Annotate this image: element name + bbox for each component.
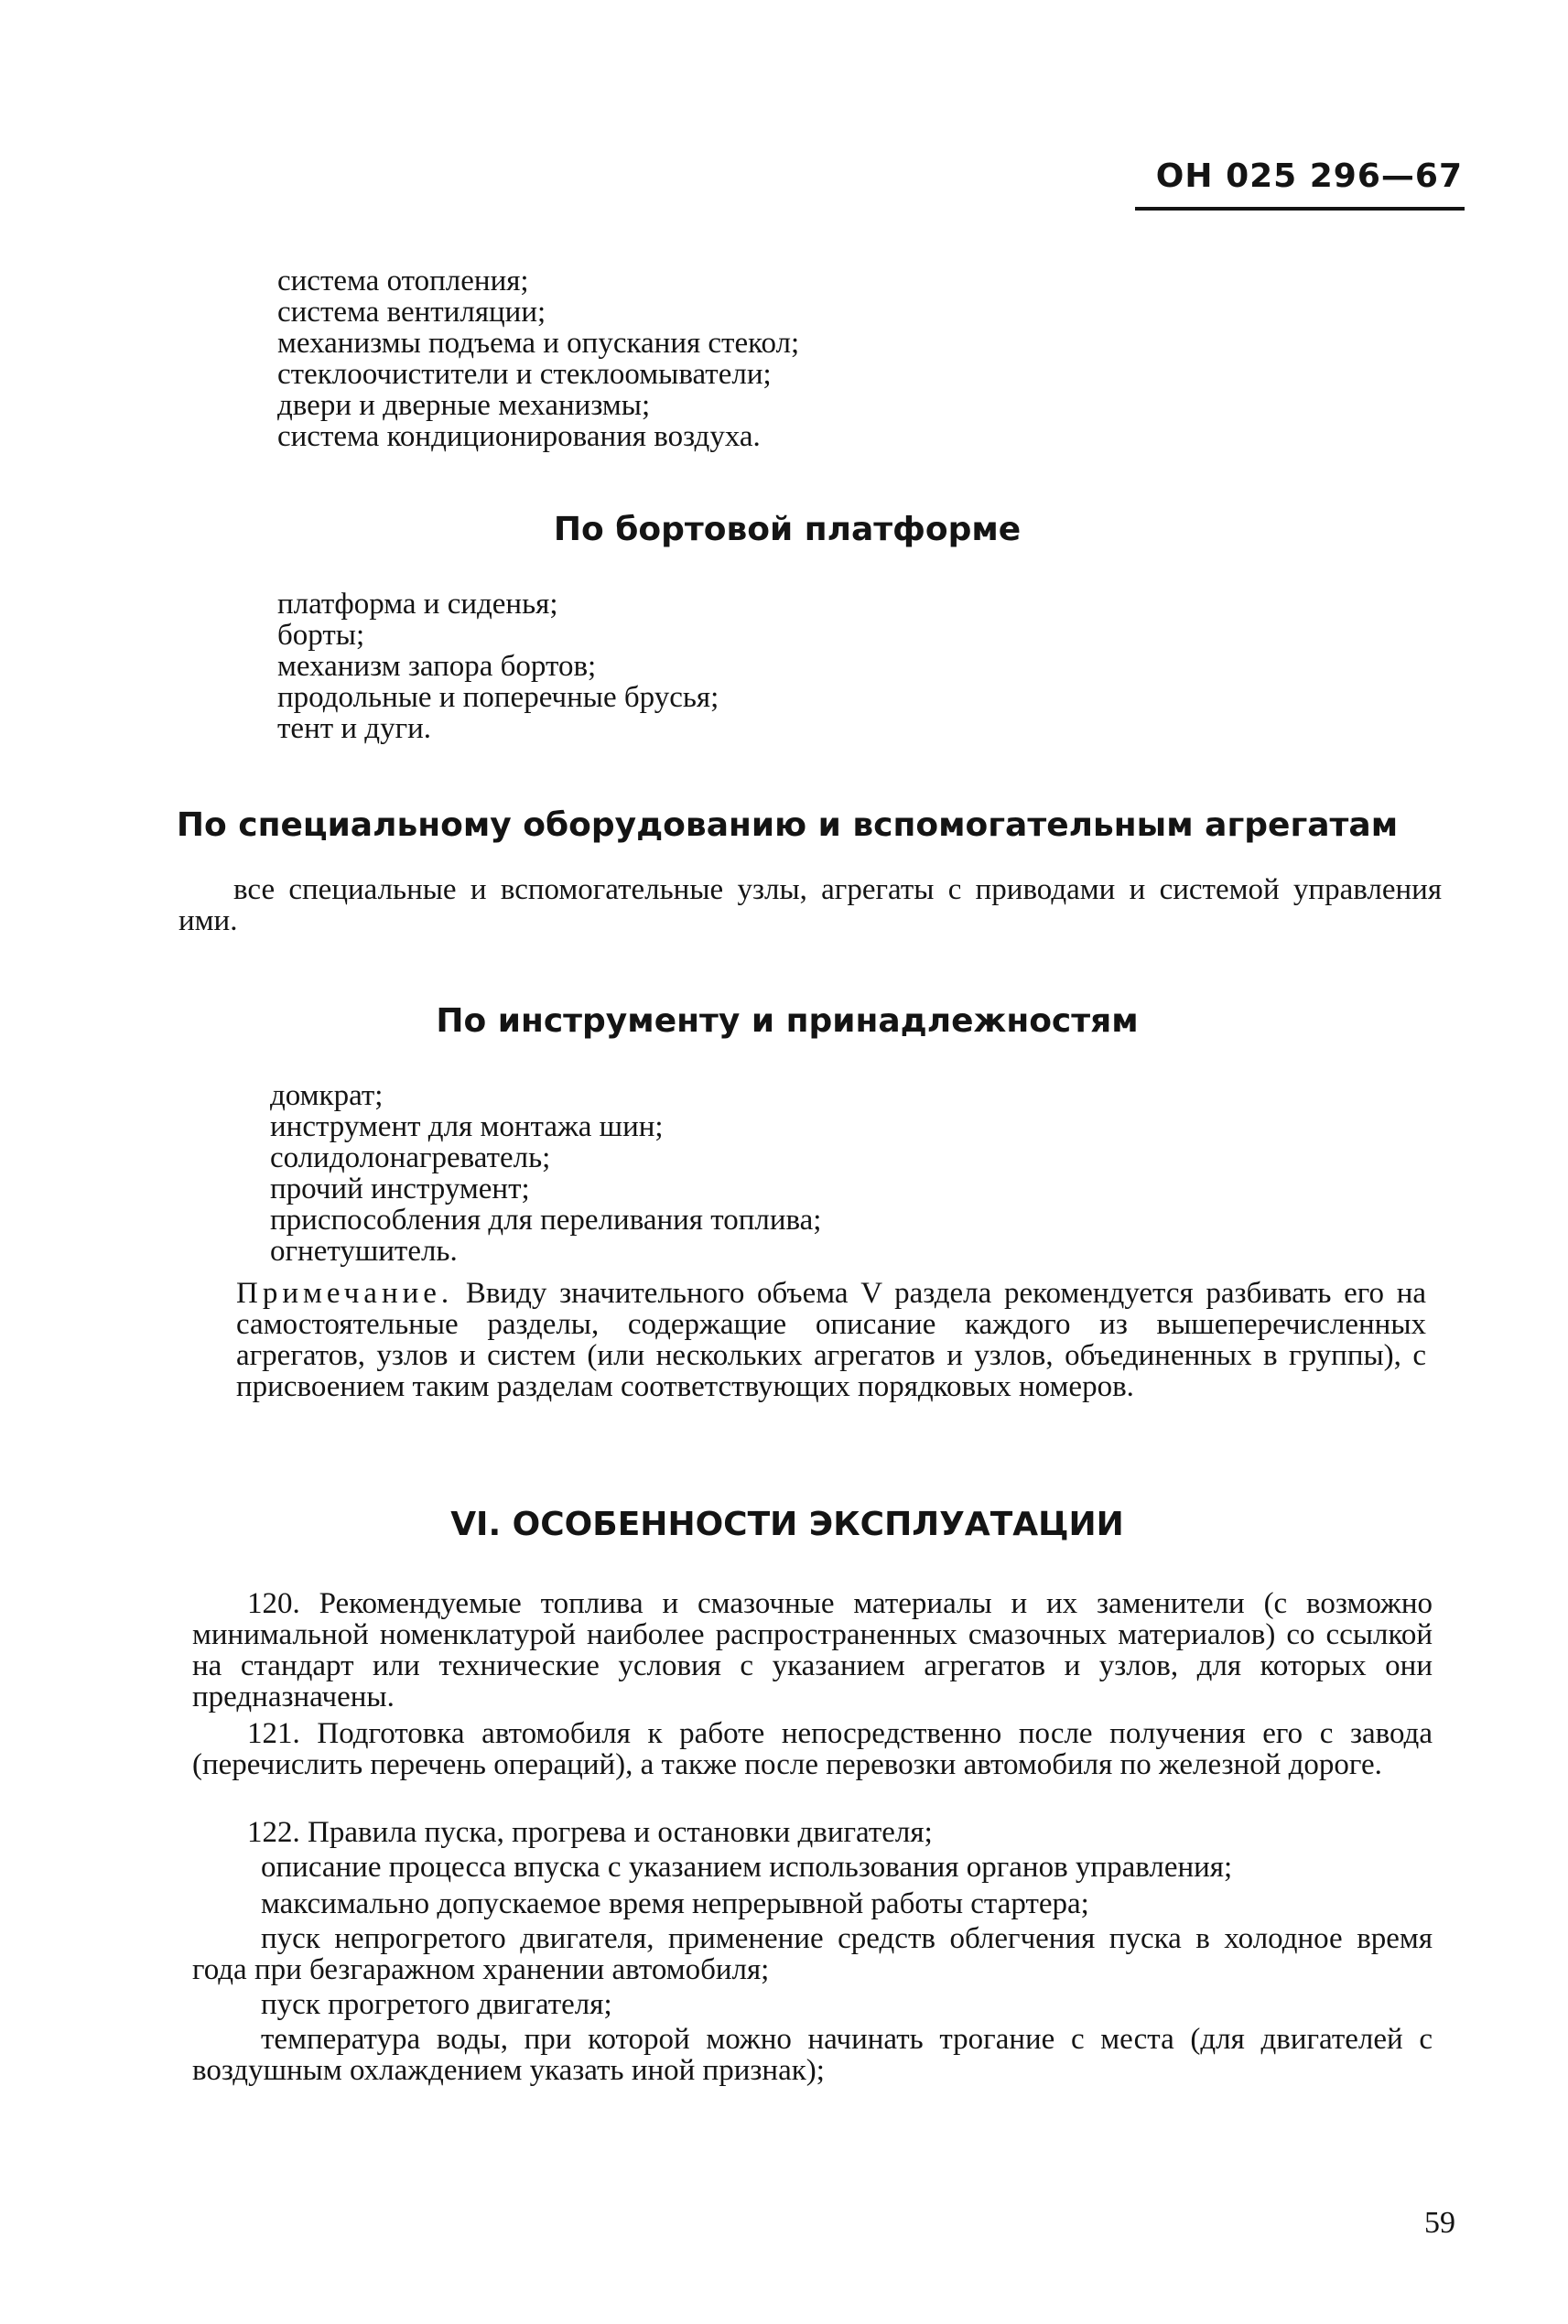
note-text: Ввиду значительного объема V раздела рекомендуется разбивать его на самостоятельные разделы, содержащие описание каждого из вышеперечисленных агрегатов, узлов и систем (или нескольких агрегатов и узлов, объединенных в группы), с присвоением таким разделам соответствующих порядковых номеров. bbox=[236, 1277, 1426, 1403]
document-code: ОН 025 296—67 bbox=[1155, 157, 1463, 195]
platform-list bbox=[277, 589, 1330, 744]
heading-platform: По бортовой платформе bbox=[553, 511, 1022, 548]
list-item: пуск прогретого двигателя; bbox=[261, 1988, 612, 2021]
systems-list bbox=[277, 265, 1330, 452]
list-item: пуск непрогретого двигателя, применение средств облегчения пуска в холодное время года при безгаражном хранении автомобиля; bbox=[192, 1922, 1433, 1986]
header-rule bbox=[1135, 207, 1465, 211]
paragraph-122-items bbox=[192, 1852, 1433, 2086]
list-item: механизмы подъема и опускания стекол; bbox=[277, 327, 800, 360]
paragraph-120: 120. Рекомендуемые топлива и смазочные материалы и их заменители (с возможно минимальной номенклатурой наиболее распространенных смазочных материалов) со ссылкой на стандарт или технические условия с указанием агрегатов и узлов, для которых они предназначены. bbox=[192, 1587, 1433, 1713]
paragraph-121: 121. Подготовка автомобиля к работе непосредственно после получения его с завода (перечислить перечень операций), а также после перевозки автомобиля по железной дороге. bbox=[192, 1717, 1433, 1781]
note-label: Примечание. bbox=[236, 1277, 454, 1310]
list-item: двери и дверные механизмы; bbox=[277, 389, 651, 422]
heading-special-equipment: По специальному оборудованию и вспомогательным агрегатам bbox=[176, 806, 1399, 844]
list-item: продольные и поперечные брусья; bbox=[277, 681, 719, 714]
list-item: тент и дуги. bbox=[277, 712, 432, 745]
list-item: приспособления для переливания топлива; bbox=[270, 1204, 822, 1237]
page-number: 59 bbox=[1424, 2206, 1455, 2240]
list-item: борты; bbox=[277, 619, 365, 652]
heading-section-vi: VI. ОСОБЕННОСТИ ЭКСПЛУАТАЦИИ bbox=[450, 1506, 1124, 1543]
list-item: система кондиционирования воздуха. bbox=[277, 420, 761, 453]
list-item: система отопления; bbox=[277, 265, 529, 297]
list-item: механизм запора бортов; bbox=[277, 650, 597, 683]
list-item: максимально допускаемое время непрерывной работы стартера; bbox=[261, 1887, 1089, 1920]
paragraph-122: 122. Правила пуска, прогрева и остановки двигателя; bbox=[247, 1816, 933, 1849]
list-item: огнетушитель. bbox=[270, 1235, 458, 1268]
special-equipment-text: все специальные и вспомогательные узлы, агрегаты с приводами и системой управления ими. bbox=[178, 873, 1442, 937]
list-item: температура воды, при которой можно начинать трогание с места (для двигателей с воздушным охлаждением указать иной признак); bbox=[192, 2023, 1433, 2087]
note-paragraph bbox=[236, 1278, 1426, 1402]
list-item: система вентиляции; bbox=[277, 296, 546, 329]
list-item: домкрат; bbox=[270, 1079, 384, 1112]
tools-list bbox=[270, 1080, 1323, 1267]
list-item: стеклоочистители и стеклоомыватели; bbox=[277, 358, 772, 391]
list-item: прочий инструмент; bbox=[270, 1173, 530, 1205]
list-item: инструмент для монтажа шин; bbox=[270, 1110, 664, 1143]
list-item: солидолонагреватель; bbox=[270, 1141, 551, 1174]
list-item: платформа и сиденья; bbox=[277, 588, 558, 621]
list-item: описание процесса впуска с указанием использования органов управления; bbox=[261, 1851, 1233, 1884]
heading-tools: По инструменту и принадлежностям bbox=[436, 1002, 1139, 1040]
